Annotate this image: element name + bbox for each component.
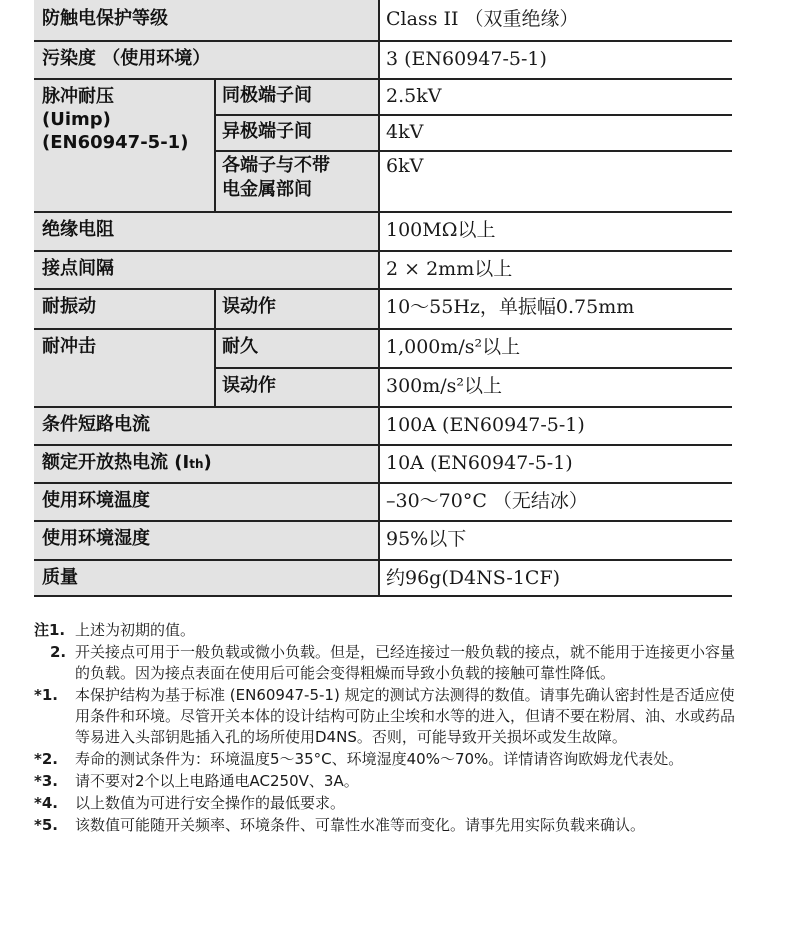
impulse-diff-pole-label: 异极端子间 bbox=[214, 114, 378, 150]
impulse-same-pole-value: 2.5kV bbox=[378, 78, 732, 114]
note-item bbox=[34, 685, 744, 748]
table-rule bbox=[34, 211, 732, 213]
note-text: 寿命的测试条件为：环境温度5～35°C、环境湿度40%～70%。详情请咨询欧姆龙代表处。 bbox=[75, 750, 684, 768]
table-rule bbox=[34, 40, 732, 42]
vibration-value: 10～55Hz，单振幅0.75mm bbox=[378, 288, 732, 328]
note-text: 本保护结构为基于标准 (EN60947-5-1) 规定的测试方法测得的数值。请事先确认密封性是否适应使用条件和环境。尽管开关本体的设计结构可防止尘埃和水等的进入，但请不要在粉屑、油、水或药品等易进入头部钥匙插入孔的场所使用D4NS。否则，可能导致开关损坏或发生故障。 bbox=[75, 686, 736, 746]
vibration-label: 耐振动 bbox=[34, 288, 214, 328]
note-item bbox=[34, 793, 744, 814]
note-marker: *5. bbox=[34, 816, 58, 834]
impulse-same-pole-label: 同极端子间 bbox=[214, 78, 378, 114]
table-rule bbox=[214, 114, 732, 116]
note-marker: 2. bbox=[50, 643, 67, 661]
thermal-current-label bbox=[34, 444, 378, 482]
table-rule bbox=[34, 250, 732, 252]
ambient-temperature-value: –30～70°C （无结冰） bbox=[378, 482, 732, 520]
shock-malfunction-label: 误动作 bbox=[214, 367, 378, 406]
impulse-diff-pole-value: 4kV bbox=[378, 114, 732, 150]
thermal-current-label-text: 额定开放热电流 (I bbox=[42, 452, 190, 473]
impulse-voltage-label-line: 脉冲耐压 bbox=[42, 86, 114, 107]
shock-durability-label: 耐久 bbox=[214, 328, 378, 367]
note-item bbox=[34, 620, 744, 641]
pollution-degree-value: 3 (EN60947-5-1) bbox=[378, 40, 732, 78]
impulse-voltage-label-line: (EN60947-5-1) bbox=[42, 132, 189, 153]
table-rule bbox=[34, 328, 732, 330]
note-text: 开关接点可用于一般负载或微小负载。但是，已经连接过一般负载的接点，就不能用于连接更小容量的负载。因为接点表面在使用后可能会变得粗燥而导致小负载的接触可靠性降低。 bbox=[75, 643, 736, 682]
thermal-current-label-end: ) bbox=[203, 452, 212, 473]
table-rule bbox=[34, 520, 732, 522]
contact-gap-label: 接点间隔 bbox=[34, 250, 378, 288]
table-column-rule bbox=[214, 78, 216, 211]
contact-gap-value: 2 × 2mm以上 bbox=[378, 250, 732, 288]
vibration-malfunction-label: 误动作 bbox=[214, 288, 378, 328]
shock-durability-value: 1,000m/s²以上 bbox=[378, 328, 732, 367]
short-circuit-current-label: 条件短路电流 bbox=[34, 406, 378, 444]
table-column-rule bbox=[378, 0, 380, 597]
impulse-terminal-metal-label-line: 电金属部间 bbox=[222, 179, 312, 200]
table-rule bbox=[214, 150, 732, 152]
impulse-terminal-metal-label bbox=[214, 150, 378, 211]
insulation-resistance-value: 100MΩ以上 bbox=[378, 211, 732, 250]
ambient-temperature-label: 使用环境温度 bbox=[34, 482, 378, 520]
impulse-terminal-metal-label-line: 各端子与不带 bbox=[222, 155, 330, 176]
note-item bbox=[34, 642, 744, 684]
note-marker: *1. bbox=[34, 686, 58, 704]
note-marker: *2. bbox=[34, 750, 58, 768]
shock-malfunction-value: 300m/s²以上 bbox=[378, 367, 732, 406]
table-rule bbox=[34, 444, 732, 446]
thermal-current-value: 10A (EN60947-5-1) bbox=[378, 444, 732, 482]
table-rule bbox=[34, 559, 732, 561]
note-item bbox=[34, 749, 744, 770]
protection-class-value: Class II （双重绝缘） bbox=[378, 0, 732, 40]
impulse-terminal-metal-value: 6kV bbox=[378, 150, 732, 211]
table-rule bbox=[34, 288, 732, 290]
table-rule bbox=[34, 482, 732, 484]
weight-label: 质量 bbox=[34, 559, 378, 597]
table-rule bbox=[214, 367, 732, 369]
weight-value: 约96g(D4NS-1CF) bbox=[378, 559, 732, 597]
shock-label: 耐冲击 bbox=[34, 328, 214, 406]
note-item bbox=[34, 815, 744, 836]
note-text: 以上数值为可进行安全操作的最低要求。 bbox=[75, 794, 346, 812]
note-marker: 注1. bbox=[34, 621, 66, 639]
thermal-current-label-sub: th bbox=[189, 457, 204, 471]
note-text: 请不要对2个以上电路通电AC250V、3A。 bbox=[75, 772, 359, 790]
note-marker: *3. bbox=[34, 772, 58, 790]
table-column-rule bbox=[214, 288, 216, 406]
short-circuit-current-value: 100A (EN60947-5-1) bbox=[378, 406, 732, 444]
note-text: 上述为初期的值。 bbox=[75, 621, 196, 639]
note-text: 该数值可能随开关频率、环境条件、可靠性水准等而变化。请事先用实际负载来确认。 bbox=[75, 816, 646, 834]
impulse-voltage-label bbox=[34, 78, 214, 211]
table-rule bbox=[34, 406, 732, 408]
impulse-voltage-label-line: (Uimp) bbox=[42, 109, 111, 130]
ambient-humidity-value: 95%以下 bbox=[378, 520, 732, 559]
insulation-resistance-label: 绝缘电阻 bbox=[34, 211, 378, 250]
spec-table bbox=[34, 0, 732, 597]
table-bottom-rule bbox=[34, 595, 732, 597]
table-rule bbox=[34, 78, 732, 80]
pollution-degree-label: 污染度 （使用环境） bbox=[34, 40, 378, 78]
notes-section bbox=[34, 620, 744, 836]
note-item bbox=[34, 771, 744, 792]
ambient-humidity-label: 使用环境湿度 bbox=[34, 520, 378, 559]
note-marker: *4. bbox=[34, 794, 58, 812]
protection-class-label: 防触电保护等级 bbox=[34, 0, 378, 40]
